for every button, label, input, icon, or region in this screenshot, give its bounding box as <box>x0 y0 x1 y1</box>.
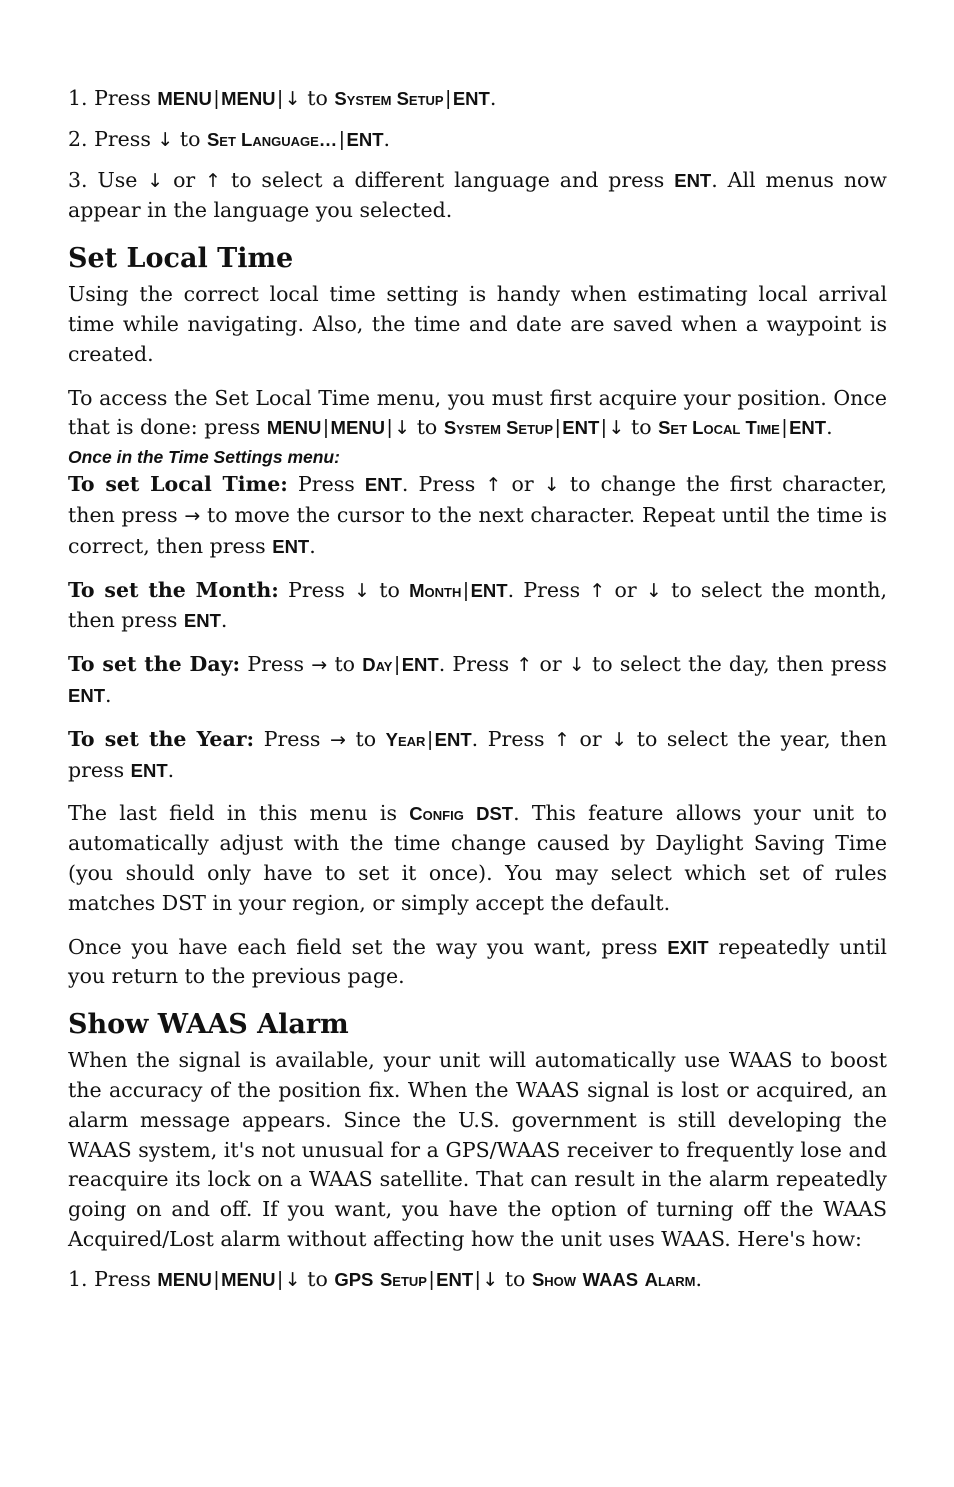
set-year-instructions <box>68 725 887 786</box>
separator: | <box>475 1268 481 1291</box>
step-text: to select a different language and press <box>230 167 665 192</box>
exit-paragraph <box>68 933 887 993</box>
menu-option: Set Language… <box>206 128 338 150</box>
set-local-time-access <box>68 384 887 445</box>
body-text: . Press <box>401 472 476 497</box>
dst-key: DST <box>476 803 514 825</box>
down-arrow-icon: ↓ <box>611 728 628 751</box>
body-text: to select the month, then press <box>68 577 887 633</box>
menu-option: System Setup <box>334 88 444 109</box>
exit-key: EXIT <box>667 936 709 958</box>
ent-key: ENT <box>470 579 508 601</box>
body-text: . Press <box>507 577 581 602</box>
separator: | <box>277 88 283 110</box>
body-text: to <box>416 415 438 440</box>
menu-option: Show <box>531 1268 577 1290</box>
separator: | <box>463 579 469 602</box>
body-text: to move the cursor to the next character. Repeat until the time is correct, then press <box>68 502 887 558</box>
language-step-3 <box>68 166 887 227</box>
instruction-lead: To set Local Time: <box>68 472 288 497</box>
set-month-instructions <box>68 576 887 637</box>
body-text: . <box>167 757 175 782</box>
menu-key: MENU <box>266 417 322 439</box>
menu-key: MENU <box>157 1268 212 1290</box>
ent-key: ENT <box>401 654 439 676</box>
step-text: or <box>173 167 196 192</box>
menu-option: Year <box>385 728 426 750</box>
menu-key: MENU <box>221 88 276 109</box>
separator: | <box>339 128 345 151</box>
ent-key: ENT <box>562 417 600 439</box>
ent-key: ENT <box>130 759 168 781</box>
up-arrow-icon: ↑ <box>589 579 606 602</box>
section-heading-show-waas-alarm: Show WAAS Alarm <box>68 1009 349 1041</box>
separator: | <box>781 417 788 440</box>
body-text: to <box>379 577 400 602</box>
body-text: to <box>630 415 652 440</box>
menu-option: Month <box>409 579 462 601</box>
show-waas-step-1 <box>68 1265 887 1296</box>
body-text: . Press <box>471 726 545 751</box>
step-text: . <box>695 1266 703 1291</box>
down-arrow-icon: ↓ <box>645 579 662 602</box>
down-arrow-icon: ↓ <box>608 417 625 440</box>
menu-option: Day <box>362 654 393 676</box>
menu-key: MENU <box>157 88 212 109</box>
down-arrow-icon: ↓ <box>354 579 371 602</box>
instruction-lead: To set the Day: <box>68 652 241 677</box>
step-text: to <box>504 1266 526 1291</box>
menu-option: System Setup <box>443 417 554 439</box>
menu-key: MENU <box>221 1268 276 1290</box>
step-text: 1. Press <box>68 86 151 110</box>
body-text: or <box>511 472 534 497</box>
body-text: . <box>220 608 228 633</box>
language-step-2 <box>68 125 887 156</box>
body-text: or <box>614 577 637 602</box>
separator: | <box>428 1268 435 1291</box>
menu-option: Alarm <box>644 1268 696 1290</box>
up-arrow-icon: ↑ <box>485 474 502 497</box>
body-text: Press <box>288 577 345 602</box>
right-arrow-icon: → <box>311 654 328 677</box>
separator: | <box>277 1268 283 1291</box>
body-text: repeatedly until you return to the previous page. <box>68 934 887 989</box>
body-text: . <box>826 415 833 440</box>
body-text: to <box>334 652 356 677</box>
body-text: Once you have each field set the way you want, press <box>68 934 658 959</box>
body-text: Press <box>247 652 305 677</box>
section-heading-set-local-time: Set Local Time <box>68 243 294 275</box>
ent-key: ENT <box>364 474 402 496</box>
step-text: 1. Press <box>68 1266 151 1291</box>
separator: | <box>323 417 329 440</box>
separator: | <box>445 88 451 110</box>
down-arrow-icon: ↓ <box>157 128 174 151</box>
down-arrow-icon: ↓ <box>284 88 301 110</box>
separator: | <box>601 417 607 440</box>
set-day-instructions <box>68 650 887 711</box>
body-text: to change the first character, then press <box>68 472 887 527</box>
menu-option: WAAS <box>582 1268 639 1290</box>
down-arrow-icon: ↓ <box>568 654 585 677</box>
step-text: 2. Press <box>68 126 151 151</box>
menu-key: MENU <box>330 417 386 439</box>
body-text: . <box>105 682 112 707</box>
step-text: 3. Use <box>68 167 138 192</box>
step-text: . <box>383 126 391 151</box>
step-text: to <box>307 86 328 110</box>
ent-key: ENT <box>68 684 105 706</box>
right-arrow-icon: → <box>184 504 201 527</box>
up-arrow-icon: ↑ <box>516 654 533 677</box>
body-text: Press <box>263 726 321 751</box>
body-text: to select the year, then press <box>68 726 887 782</box>
body-text: or <box>579 726 602 751</box>
menu-option: Set Local Time <box>658 417 780 439</box>
body-text: . This feature allows your unit to automatically adjust with the time change caused by Daylight Saving Time (you should only have to set it once). You may select which set of rules matches DST in your region, or simply accept the default. <box>68 801 887 915</box>
ent-key: ENT <box>436 1268 474 1290</box>
instruction-lead: To set the Year: <box>68 726 255 751</box>
ent-key: ENT <box>789 417 827 439</box>
separator: | <box>394 654 400 677</box>
set-local-time-intro: Using the correct local time setting is handy when estimating local arrival time while navigating. Also, the time and date are saved when a waypoint is created. <box>68 282 887 366</box>
ent-key: ENT <box>346 128 384 150</box>
ent-key: ENT <box>183 610 221 632</box>
separator: | <box>213 88 220 110</box>
body-text: to select the day, then press <box>592 652 887 677</box>
step-text: . All menus now appear in the language you selected. <box>68 167 887 223</box>
down-arrow-icon: ↓ <box>284 1268 301 1291</box>
step-text: . <box>489 86 497 110</box>
down-arrow-icon: ↓ <box>543 474 560 497</box>
manual-page <box>68 84 887 1310</box>
separator: | <box>427 728 433 751</box>
ent-key: ENT <box>434 728 472 750</box>
down-arrow-icon: ↓ <box>147 169 164 192</box>
body-text: . Press <box>438 652 510 677</box>
ent-key: ENT <box>452 88 490 109</box>
separator: | <box>387 417 393 440</box>
set-local-time-instructions <box>68 470 887 561</box>
body-text: Press <box>298 472 355 497</box>
menu-option: GPS <box>334 1268 374 1290</box>
down-arrow-icon: ↓ <box>482 1268 499 1291</box>
step-text: to <box>179 126 201 151</box>
up-arrow-icon: ↑ <box>205 169 222 192</box>
language-step-1 <box>68 84 887 115</box>
menu-option: Config <box>409 803 464 825</box>
right-arrow-icon: → <box>330 728 346 751</box>
body-text: The last field in this menu is <box>68 801 397 826</box>
menu-option: Setup <box>379 1268 427 1290</box>
show-waas-intro: When the signal is available, your unit will automatically use WAAS to boost the accuracy of the position fix. When the WAAS signal is lost or acquired, an alarm message appears. Since the U.S. government is still developing the WAAS system, it's not unusual for a GPS/WAAS receiver to frequently lose and reacquire its lock on a WAAS satellite. That can result in the alarm repeatedly going on and off. If you want, you have the option of turning off the WAAS Acquired/Lost alarm without affecting how the unit uses WAAS. Here's how: <box>68 1048 887 1251</box>
step-text: to <box>307 1266 328 1291</box>
instruction-lead: To set the Month: <box>68 577 279 602</box>
body-text: . <box>309 533 316 558</box>
ent-key: ENT <box>674 169 712 191</box>
up-arrow-icon: ↑ <box>554 728 570 751</box>
ent-key: ENT <box>272 535 310 557</box>
time-settings-subheading: Once in the Time Settings menu: <box>68 447 340 468</box>
separator: | <box>213 1268 220 1291</box>
body-text: To access the Set Local Time menu, you must first acquire your position. Once that is done: press <box>68 385 887 440</box>
down-arrow-icon: ↓ <box>394 417 411 440</box>
config-dst-paragraph <box>68 799 887 918</box>
separator: | <box>555 417 561 440</box>
body-text: or <box>539 652 562 677</box>
body-text: to <box>355 726 377 751</box>
